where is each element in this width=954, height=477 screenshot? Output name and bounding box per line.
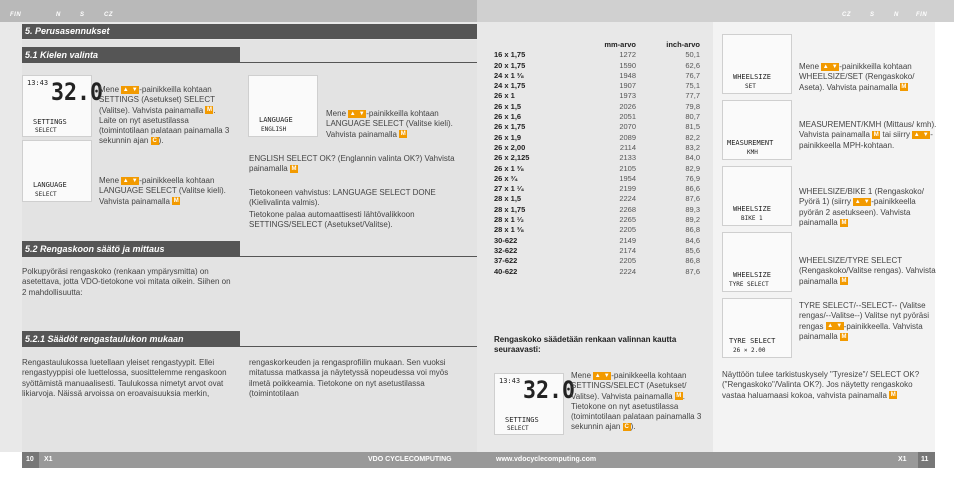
right-step-4: WHEELSIZE/TYRE SELECT (Rengaskoko/Valitse rengas). Vahvista painamalla M <box>799 256 936 286</box>
inch-value-cell: 80,7 <box>685 112 700 122</box>
section-521-title: 5.2.1 Säädöt rengastaulukon mukaan <box>22 331 240 347</box>
mm-value-cell: 2199 <box>619 184 636 194</box>
brand-url: www.vdocyclecomputing.com <box>496 456 597 463</box>
tyre-size-cell: 24 x 1 ³⁄₈ <box>494 70 525 80</box>
mm-value-cell: 1272 <box>619 50 636 60</box>
tyre-size-cell: 26 x 2,125 <box>494 153 530 163</box>
table-row <box>494 164 704 174</box>
mm-value-cell: 2114 <box>619 142 636 152</box>
tyre-size-cell: 26 x ³⁄₄ <box>494 173 519 183</box>
right-page-number: 11 <box>921 456 929 463</box>
mm-value-cell: 2224 <box>619 266 636 276</box>
table-row <box>494 91 704 101</box>
inch-value-cell: 85,6 <box>685 245 700 255</box>
inch-value-cell: 89,2 <box>685 215 700 225</box>
tyre-size-cell: 37-622 <box>494 256 518 266</box>
lcd-language-select: LANGUAGE SELECT <box>22 140 92 202</box>
tyre-size-cell: 28 x 1,75 <box>494 204 526 214</box>
s51-col2-para4: Tietokone palaa automaattisesti lähtövalikkoon SETTINGS/SELECT (Asetukset/Valitse). <box>249 210 415 230</box>
mm-value-cell: 1948 <box>619 70 636 80</box>
mm-value-cell: 2105 <box>619 163 636 173</box>
mm-value-cell: 1590 <box>619 60 636 70</box>
lcd-wheelsize-tyre: WHEELSIZE TYRE SELECT <box>722 232 792 292</box>
table-row <box>494 143 704 153</box>
inch-value-cell: 79,8 <box>685 101 700 111</box>
s521-col1: Rengastaulukossa luetellaan yleiset rengastyypit. Ellei rengastyyppisi ole luettelossa, suosittelemme rengaskoon syöttämistä manuaalisesti. Taulukossa nimetyt arvot ovat likiarvoja. Näissä arvoissa on eroavaisuuksia merkin, <box>22 358 227 398</box>
table-row <box>494 71 704 81</box>
left-model: X1 <box>44 456 53 463</box>
lang-n-left: N <box>56 12 61 18</box>
lcd-settings-select: 13:43 32.0 SETTINGS SELECT <box>22 75 92 137</box>
brand-name: VDO CYCLECOMPUTING <box>368 456 452 463</box>
tyre-size-table <box>494 40 704 277</box>
tyre-size-cell: 26 x 1 <box>494 91 515 101</box>
inch-value-cell: 84,0 <box>685 153 700 163</box>
table-row <box>494 194 704 204</box>
inch-value-cell: 87,6 <box>685 194 700 204</box>
lang-n-right: N <box>894 12 899 18</box>
table-row <box>494 215 704 225</box>
tyre-size-cell: 20 x 1,75 <box>494 60 526 70</box>
lang-cz-left: CZ <box>104 12 113 18</box>
table-row <box>494 205 704 215</box>
lang-s-left: S <box>80 12 85 18</box>
right-step-6: Näyttöön tulee tarkistuskysely "Tyresize"/ SELECT OK? ("Rengaskoko"/Valinta OK?). Jos näytetty rengaskoko vastaa haluamaasi kokoa, vahvista painamalla M <box>722 370 920 400</box>
mm-value-cell: 2205 <box>619 256 636 266</box>
tyre-size-cell: 26 x 1,75 <box>494 122 526 132</box>
lcd-wheelsize-set: WHEELSIZE SET <box>722 34 792 94</box>
wheelsize-heading: Rengaskoko säädetään renkaan valinnan kautta seuraavasti: <box>494 335 677 355</box>
right-model: X1 <box>898 456 907 463</box>
tyre-size-cell: 28 x 1 ¹⁄₂ <box>494 215 525 225</box>
lcd-wheelsize-bike1: WHEELSIZE BIKE 1 <box>722 166 792 226</box>
section-51-title: 5.1 Kielen valinta <box>22 47 240 63</box>
table-row <box>494 174 704 184</box>
table-row <box>494 236 704 246</box>
mm-value-cell: 2205 <box>619 225 636 235</box>
tyre-size-cell: 26 x 1,6 <box>494 112 522 122</box>
mm-value-cell: 2051 <box>619 112 636 122</box>
table-row <box>494 133 704 143</box>
lcd-tyre-select: TYRE SELECT 26 × 2.00 <box>722 298 792 358</box>
tyre-size-cell: 28 x 1,5 <box>494 194 522 204</box>
inch-value-cell: 75,1 <box>685 81 700 91</box>
tyre-size-cell: 27 x 1 ¹⁄₄ <box>494 184 525 194</box>
section-52-rule <box>22 256 477 257</box>
right-step-2: MEASUREMENT/KMH (Mittaus/ kmh). Vahvista painamalla M tai siirry ▲ ▼ -painikkeella MPH-kohtaan. <box>799 120 937 150</box>
tyre-size-cell: 16 x 1,75 <box>494 50 526 60</box>
lcd-measurement-kmh: MEASUREMENT KMH <box>722 100 792 160</box>
s521-col2: rengaskorkeuden ja rengasprofiilin mukaan. Sen vuoksi mitatussa matkassa ja näytetyssä nopeudessa voi myös ilmetä poikkeamia. Tietokone on nyt asetustilassa (toimintotilaan <box>249 358 449 398</box>
mm-value-cell: 1907 <box>619 81 636 91</box>
s51-col2-para3: Tietokoneen vahvistus: LANGUAGE SELECT DONE (Kielivalinta valmis). <box>249 188 436 208</box>
table-row <box>494 122 704 132</box>
inch-value-cell: 87,6 <box>685 266 700 276</box>
mm-value-cell: 2265 <box>619 215 636 225</box>
s52-para: Polkupyöräsi rengaskoko (renkaan ympärysmitta) on asetettava, jotta VDO-tietokone voi mitata oikein. Siihen on 2 mahdollisuutta: <box>22 267 231 297</box>
col-inch-header: inch-arvo <box>666 40 700 49</box>
table-row <box>494 256 704 266</box>
inch-value-cell: 62,6 <box>685 60 700 70</box>
s51-col1-para1: Mene ▲ ▼ -painikkeilla kohtaan SETTINGS (Asetukset) SELECT (Valitse). Vahvista painamalla M . Laite on nyt asetustilassa (toimintotilaan palataan painamalla 3 sekunnin ajan C ). <box>99 85 230 146</box>
inch-value-cell: 86,6 <box>685 184 700 194</box>
tyre-size-cell: 26 x 1 ³⁄₈ <box>494 163 525 173</box>
inch-value-cell: 76,7 <box>685 70 700 80</box>
col-mm-header: mm-arvo <box>604 40 636 49</box>
s51-col2-para2: ENGLISH SELECT OK? (Englannin valinta OK?) Vahvista painamalla M <box>249 154 455 174</box>
inch-value-cell: 50,1 <box>685 50 700 60</box>
section-51-rule <box>22 62 477 63</box>
tyre-size-cell: 24 x 1,75 <box>494 81 526 91</box>
table-row <box>494 246 704 256</box>
tyre-size-cell: 26 x 1,9 <box>494 132 522 142</box>
table-row <box>494 50 704 60</box>
table-row <box>494 102 704 112</box>
section-521-rule <box>22 346 477 347</box>
tyre-size-cell: 40-622 <box>494 266 518 276</box>
inch-value-cell: 84,6 <box>685 235 700 245</box>
lcd-settings-select-2: 13:43 32.0 SETTINGS SELECT <box>494 373 564 435</box>
mm-value-cell: 2026 <box>619 101 636 111</box>
inch-value-cell: 86,8 <box>685 256 700 266</box>
right-header-stripe <box>477 0 954 22</box>
table-row <box>494 112 704 122</box>
lang-s-right: S <box>870 12 875 18</box>
mm-value-cell: 2149 <box>619 235 636 245</box>
tyre-size-cell: 28 x 1 ³⁄₈ <box>494 225 525 235</box>
tyre-size-cell: 30-622 <box>494 235 518 245</box>
table-header-row <box>494 40 704 50</box>
left-page-number: 10 <box>26 456 34 463</box>
mm-value-cell: 2268 <box>619 204 636 214</box>
lang-cz-right: CZ <box>842 12 851 18</box>
mm-value-cell: 2174 <box>619 245 636 255</box>
right-step-1: Mene ▲ ▼ -painikkeilla kohtaan WHEELSIZE/SET (Rengaskoko/ Aseta). Vahvista painamalla M <box>799 62 915 92</box>
mm-value-cell: 2133 <box>619 153 636 163</box>
mm-value-cell: 2224 <box>619 194 636 204</box>
section-52-title: 5.2 Rengaskoon säätö ja mittaus <box>22 241 240 257</box>
inch-value-cell: 82,9 <box>685 163 700 173</box>
tyre-size-cell: 32-622 <box>494 245 518 255</box>
inch-value-cell: 83,2 <box>685 142 700 152</box>
table-row <box>494 61 704 71</box>
table-row <box>494 153 704 163</box>
lang-fin-right: FIN <box>916 12 928 18</box>
inch-value-cell: 89,3 <box>685 204 700 214</box>
right-step-5: TYRE SELECT/--SELECT-- (Valitse rengas/--Valitse--) Valitse nyt pyöräsi rengas ▲ ▼ -painikkeella. Vahvista painamalla M <box>799 301 929 341</box>
table-row <box>494 267 704 277</box>
mm-value-cell: 1973 <box>619 91 636 101</box>
inch-value-cell: 76,9 <box>685 173 700 183</box>
wheelsize-step-1: Mene ▲ ▼ -painikkeella kohtaan SETTINGS/SELECT (Asetukset/ Valitse). Vahvista painamalla M . Tietokone on nyt asetustilassa (toimintotilaan palataan painamalla 3 sekunnin ajan C ). <box>571 371 702 432</box>
mm-value-cell: 2089 <box>619 132 636 142</box>
mm-value-cell: 2070 <box>619 122 636 132</box>
inch-value-cell: 86,8 <box>685 225 700 235</box>
inch-value-cell: 82,2 <box>685 132 700 142</box>
s51-col1-para2: Mene ▲ ▼ -painikkeella kohtaan LANGUAGE SELECT (Valitse kieli). Vahvista painamalla M <box>99 176 226 206</box>
inch-value-cell: 81,5 <box>685 122 700 132</box>
inch-value-cell: 77,7 <box>685 91 700 101</box>
lcd-language-english: LANGUAGE ENGLISH <box>248 75 318 137</box>
table-row <box>494 184 704 194</box>
table-row <box>494 225 704 235</box>
left-header-stripe <box>0 0 477 22</box>
lang-fin-left: FIN <box>10 12 22 18</box>
table-row <box>494 81 704 91</box>
right-step-3: WHEELSIZE/BIKE 1 (Rengaskoko/ Pyörä 1) (siirry ▲ ▼ -painikkeella pyörän 2 asetukseen). Vahvista painamalla M <box>799 187 924 227</box>
tyre-size-cell: 26 x 1,5 <box>494 101 522 111</box>
mm-value-cell: 1954 <box>619 173 636 183</box>
section-5-title: 5. Perusasennukset <box>22 24 477 39</box>
tyre-size-cell: 26 x 2,00 <box>494 142 526 152</box>
s51-col2-para1: Mene ▲ ▼ -painikkeilla kohtaan LANGUAGE SELECT (Valitse kieli). Vahvista painamalla M <box>326 109 453 139</box>
